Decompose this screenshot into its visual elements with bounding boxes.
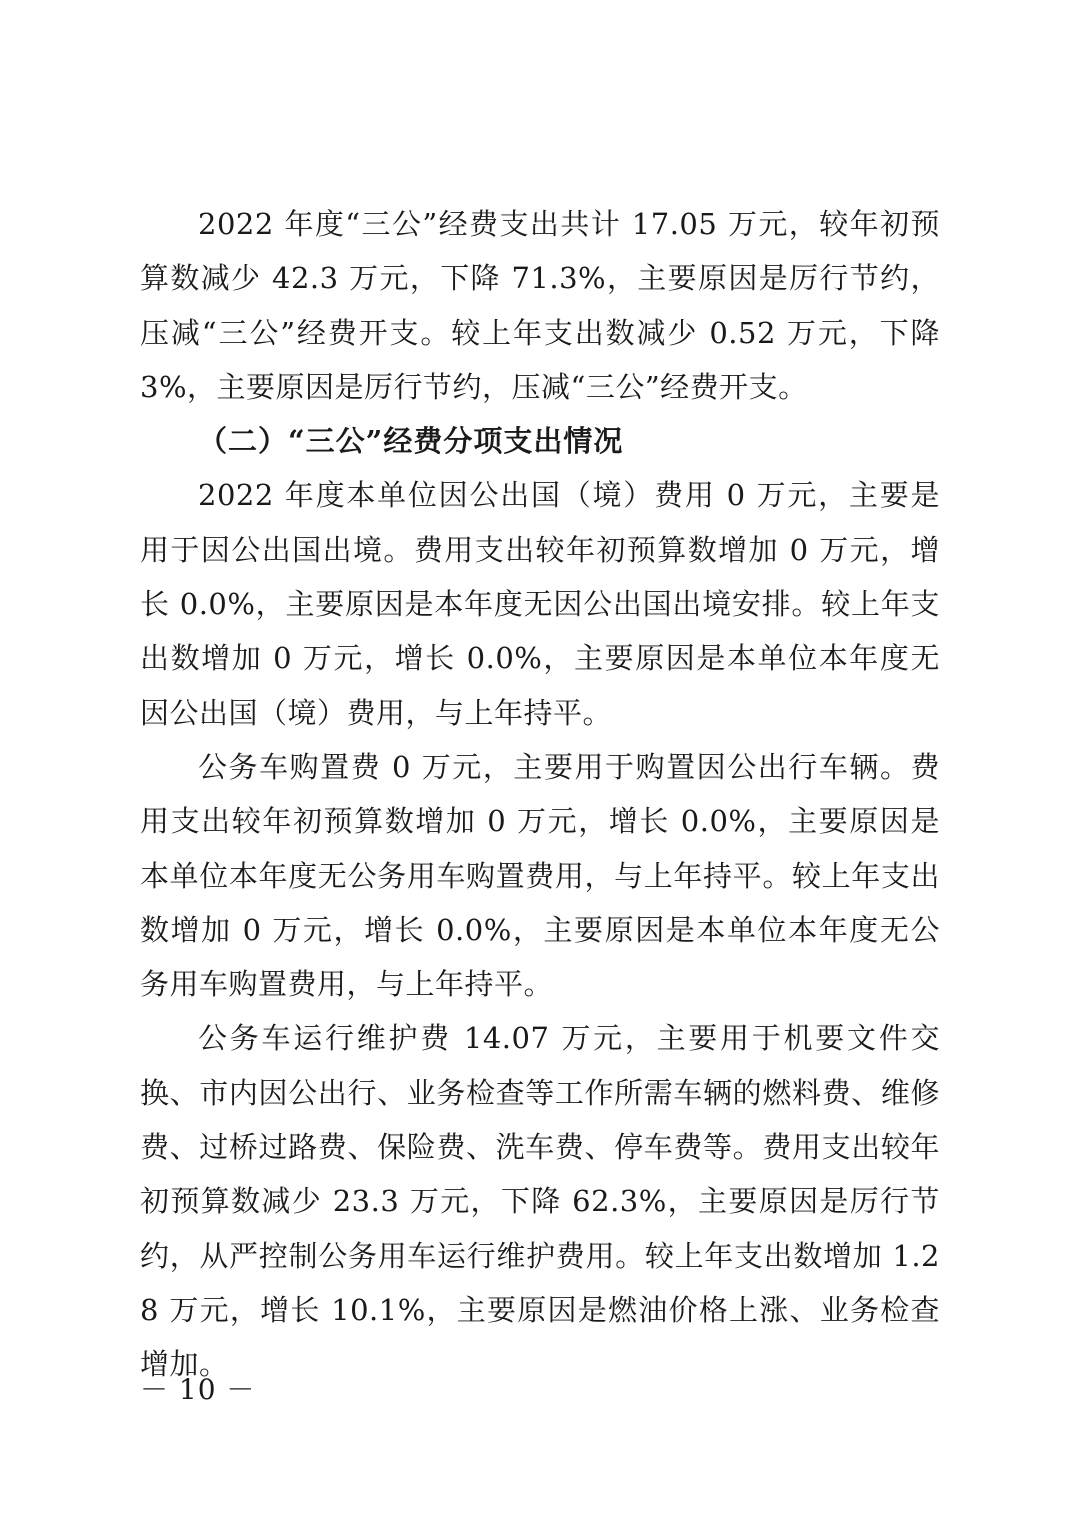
paragraph-vehicle-operation: 公务车运行维护费 14.07 万元，主要用于机要文件交换、市内因公出行、业务检查等工作所需车辆的燃料费、维修费、过桥过路费、保险费、洗车费、停车费等。费用支出较年初预算数减少 23.3 万元，下降 62.3%，主要原因是厉行节约，从严控制公务用车运行维护费用。较上年支出数增加 1.28 万元，增长 10.1%，主要原因是燃油价格上涨、业务检查增加。: [140, 1021, 940, 1382]
page-number: － 10 －: [140, 1373, 256, 1406]
section-heading: （二）“三公”经费分项支出情况: [198, 424, 624, 459]
paragraph-total-expenditure: 2022 年度“三公”经费支出共计 17.05 万元，较年初预算数减少 42.3 万元，下降 71.3%，主要原因是厉行节约，压减“三公”经费开支。较上年支出数减少 0.52 万元，下降 3%，主要原因是厉行节约，压减“三公”经费开支。: [140, 207, 940, 404]
paragraph-overseas-travel: 2022 年度本单位因公出国（境）费用 0 万元，主要是用于因公出国出境。费用支出较年初预算数增加 0 万元，增长 0.0%，主要原因是本年度无因公出国出境安排。较上年支出数增加 0 万元，增长 0.0%，主要原因是本单位本年度无因公出国（境）费用，与上年持平。: [140, 478, 940, 730]
document-body: [140, 197, 940, 1392]
paragraph-vehicle-purchase: 公务车购置费 0 万元，主要用于购置因公出行车辆。费用支出较年初预算数增加 0 万元，增长 0.0%，主要原因是本单位本年度无公务用车购置费用，与上年持平。较上年支出数增加 0 万元，增长 0.0%，主要原因是本单位本年度无公务用车购置费用，与上年持平。: [140, 749, 940, 1002]
